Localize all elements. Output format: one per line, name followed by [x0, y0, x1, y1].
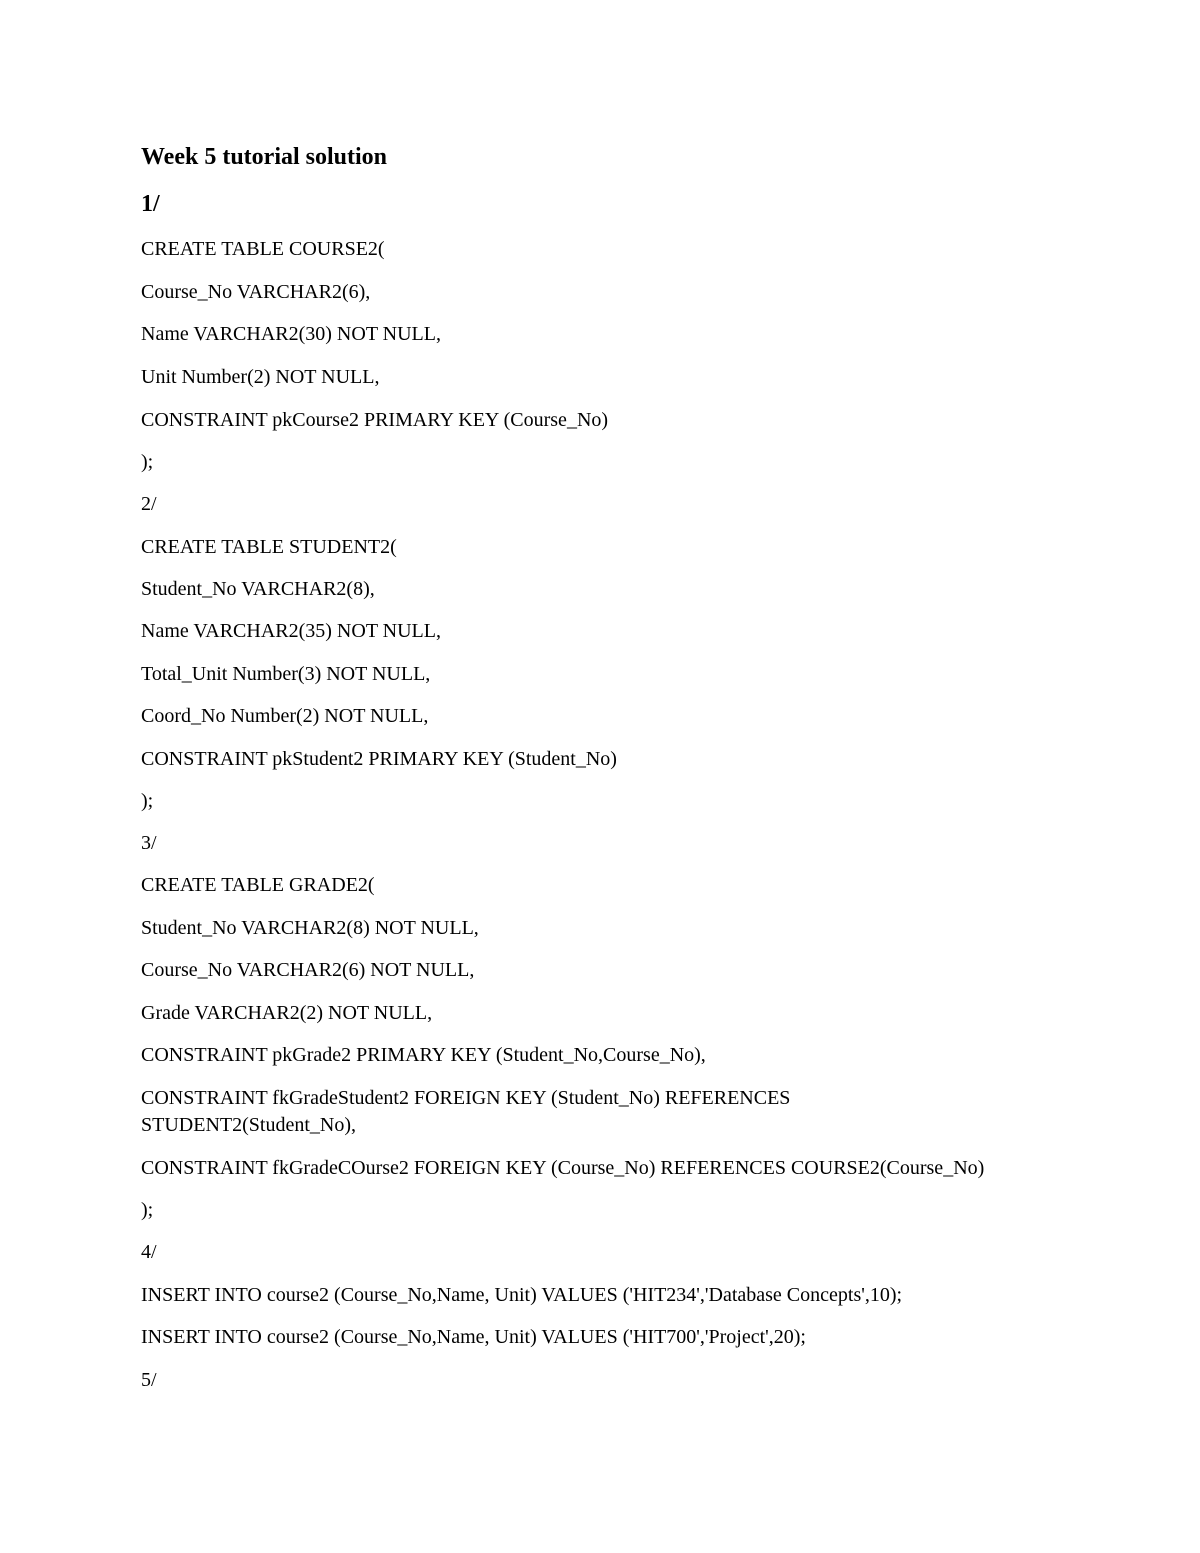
sql-line-fk-grade-student2-ref: STUDENT2(Student_No),: [141, 1114, 356, 1136]
section-number-1: 1/: [141, 191, 160, 217]
sql-line-insert-hit234: INSERT INTO course2 (Course_No,Name, Unit) VALUES ('HIT234','Database Concepts',10);: [141, 1284, 903, 1306]
sql-line-insert-hit700: INSERT INTO course2 (Course_No,Name, Unit) VALUES ('HIT700','Project',20);: [141, 1326, 806, 1348]
sql-line-grade: Grade VARCHAR2(2) NOT NULL,: [141, 1002, 433, 1024]
section-number-3: 3/: [141, 832, 157, 854]
sql-line-pk-course2: CONSTRAINT pkCourse2 PRIMARY KEY (Course_No): [141, 409, 609, 431]
section-number-4: 4/: [141, 1241, 157, 1263]
sql-line-create-student2: CREATE TABLE STUDENT2(: [141, 536, 397, 558]
sql-line-coord-no: Coord_No Number(2) NOT NULL,: [141, 705, 429, 727]
sql-line-fk-grade-student2: CONSTRAINT fkGradeStudent2 FOREIGN KEY (Student_No) REFERENCES: [141, 1087, 791, 1109]
sql-line-student-name: Name VARCHAR2(35) NOT NULL,: [141, 620, 441, 642]
sql-line-student-no: Student_No VARCHAR2(8),: [141, 578, 375, 600]
sql-line-grade-student-no: Student_No VARCHAR2(8) NOT NULL,: [141, 917, 479, 939]
sql-line-unit: Unit Number(2) NOT NULL,: [141, 366, 380, 388]
sql-line-fk-grade-course2: CONSTRAINT fkGradeCOurse2 FOREIGN KEY (Course_No) REFERENCES COURSE2(Course_No): [141, 1157, 985, 1179]
sql-line-create-course2: CREATE TABLE COURSE2(: [141, 238, 385, 260]
sql-line-close-1: );: [141, 451, 154, 473]
sql-line-pk-student2: CONSTRAINT pkStudent2 PRIMARY KEY (Student_No): [141, 748, 617, 770]
sql-line-create-grade2: CREATE TABLE GRADE2(: [141, 874, 375, 896]
sql-line-pk-grade2: CONSTRAINT pkGrade2 PRIMARY KEY (Student_No,Course_No),: [141, 1044, 706, 1066]
sql-line-course-no: Course_No VARCHAR2(6),: [141, 281, 371, 303]
section-number-5: 5/: [141, 1369, 157, 1391]
sql-line-total-unit: Total_Unit Number(3) NOT NULL,: [141, 663, 431, 685]
sql-line-grade-course-no: Course_No VARCHAR2(6) NOT NULL,: [141, 959, 475, 981]
document-title: Week 5 tutorial solution: [141, 144, 388, 170]
sql-line-name: Name VARCHAR2(30) NOT NULL,: [141, 323, 441, 345]
section-number-2: 2/: [141, 493, 157, 515]
sql-line-close-2: );: [141, 790, 154, 812]
sql-line-close-3: );: [141, 1199, 154, 1221]
